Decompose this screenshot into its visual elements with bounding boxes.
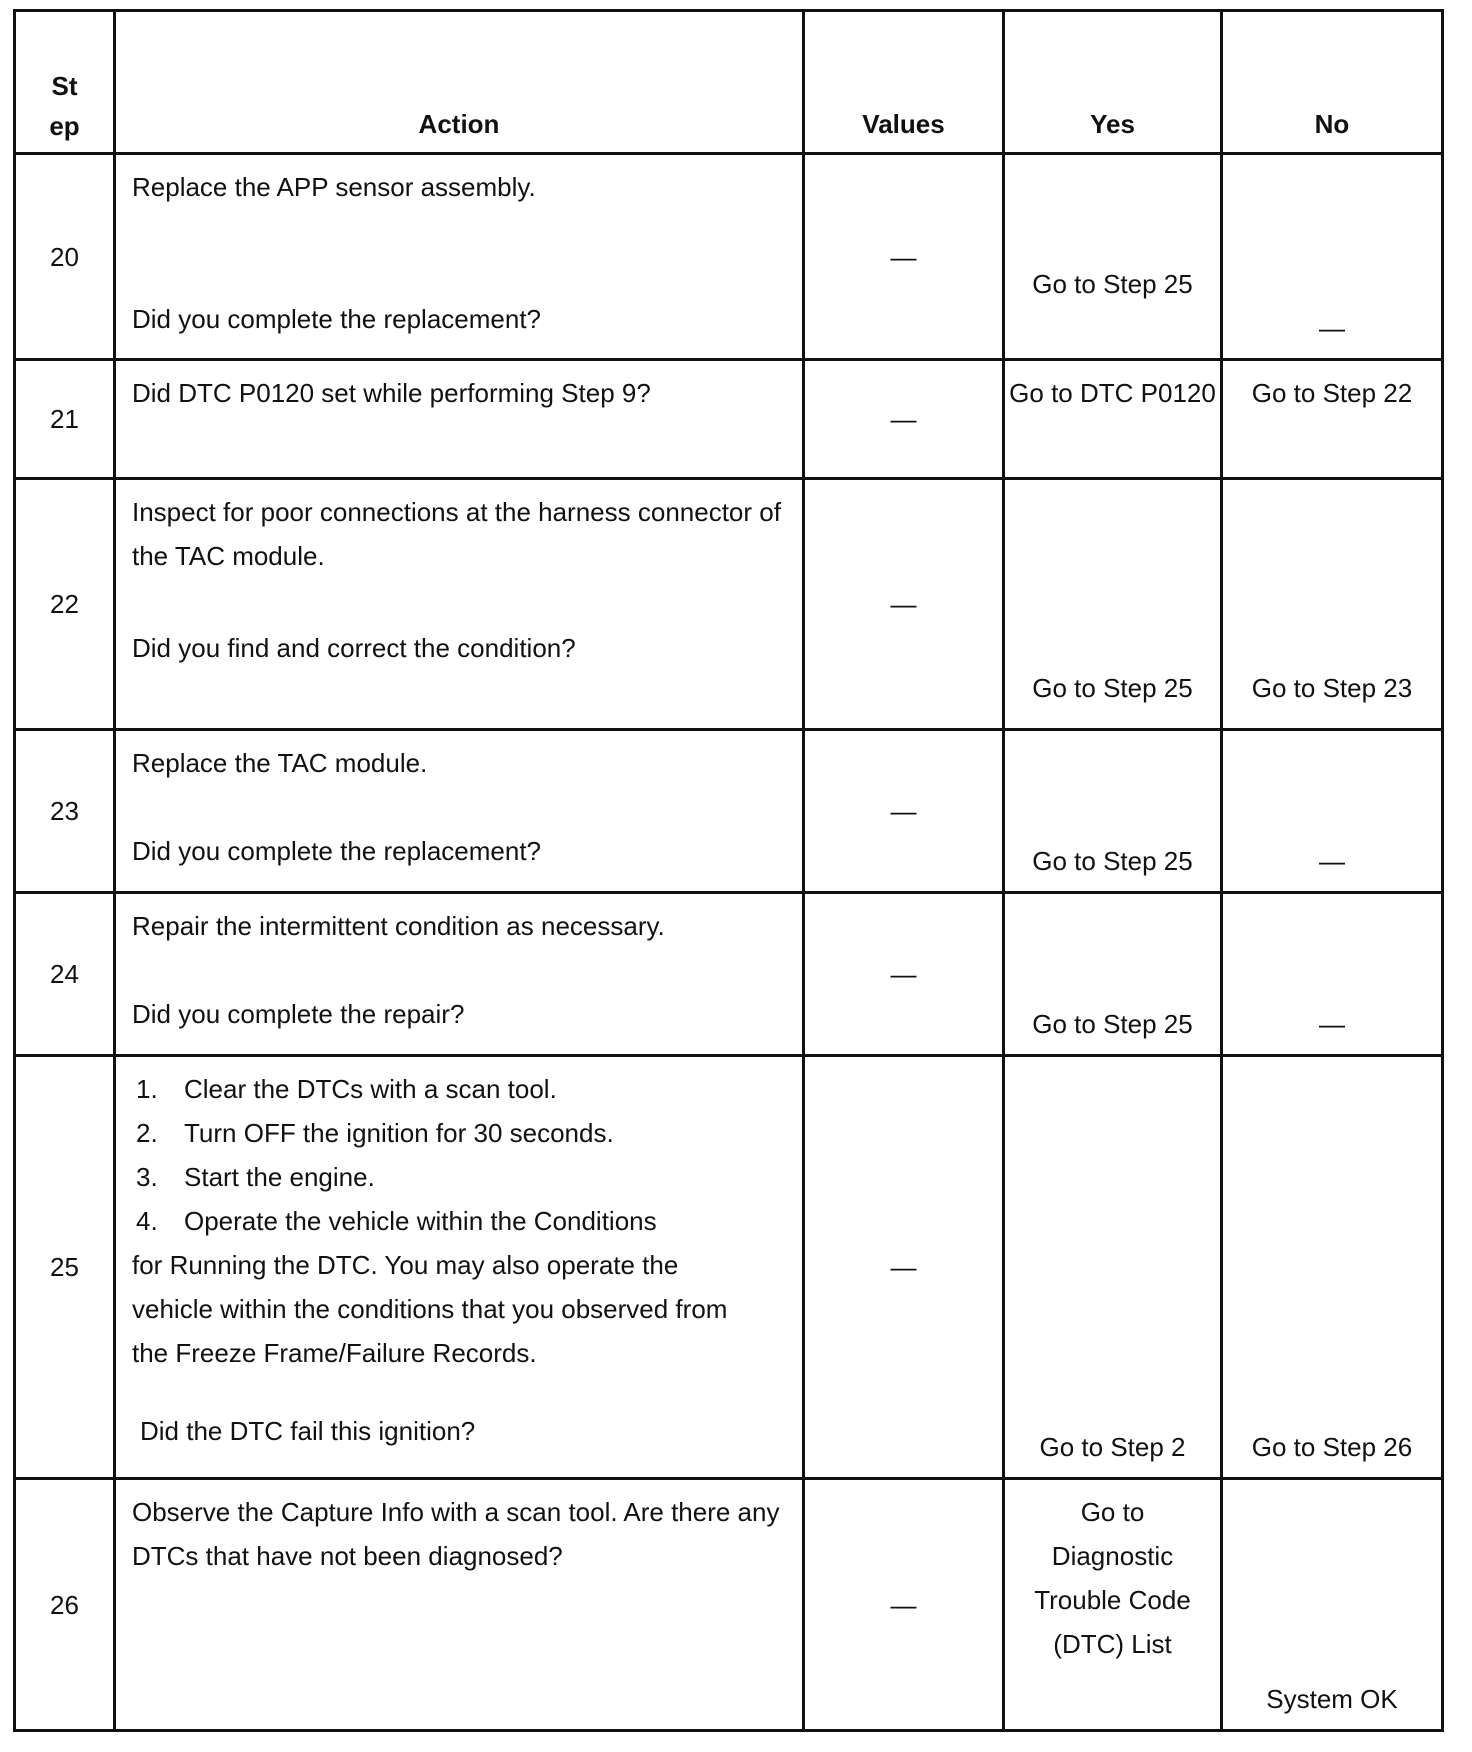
list-item: 2. Turn OFF the ignition for 30 seconds. xyxy=(136,1118,614,1148)
values-cell: — xyxy=(804,479,1004,730)
no-cell: — xyxy=(1222,730,1443,893)
step-number: 20 xyxy=(15,154,115,360)
action-text: Inspect for poor connections at the harness connector of the TAC module. xyxy=(132,497,781,571)
action-cell xyxy=(115,893,804,1056)
action-cell xyxy=(115,1479,804,1731)
yes-cell: Go to Diagnostic Trouble Code (DTC) List xyxy=(1004,1479,1222,1731)
no-cell: Go to Step 26 xyxy=(1222,1056,1443,1479)
no-cell: — xyxy=(1222,893,1443,1056)
values-cell: — xyxy=(804,360,1004,479)
values-cell: — xyxy=(804,730,1004,893)
yes-cell: Go to Step 25 xyxy=(1004,730,1222,893)
table-row xyxy=(15,1056,1443,1479)
step-number: 24 xyxy=(15,893,115,1056)
table-row xyxy=(15,730,1443,893)
table-row xyxy=(15,1479,1443,1731)
action-text: Replace the APP sensor assembly. xyxy=(132,172,536,202)
table-row xyxy=(15,893,1443,1056)
values-cell: — xyxy=(804,1479,1004,1731)
values-cell: — xyxy=(804,154,1004,360)
no-cell: Go to Step 22 xyxy=(1222,360,1443,479)
action-continuation: for Running the DTC. You may also operate the vehicle within the conditions that you observed from the Freeze Frame/Failure Records. xyxy=(132,1250,728,1368)
yes-cell: Go to Step 25 xyxy=(1004,479,1222,730)
action-question: Did you complete the replacement? xyxy=(132,304,542,334)
action-question: Did the DTC fail this ignition? xyxy=(140,1416,476,1446)
action-text: Observe the Capture Info with a scan tool. Are there any DTCs that have not been diagnosed? xyxy=(132,1497,780,1571)
action-question: Did you complete the replacement? xyxy=(132,836,542,866)
yes-cell: Go to DTC P0120 xyxy=(1004,360,1222,479)
step-number: 22 xyxy=(15,479,115,730)
action-text: Repair the intermittent condition as necessary. xyxy=(132,911,665,941)
no-cell: — xyxy=(1222,154,1443,360)
table-row xyxy=(15,360,1443,479)
step-number: 25 xyxy=(15,1056,115,1479)
action-text: Did DTC P0120 set while performing Step 9? xyxy=(132,378,651,408)
table-row xyxy=(15,154,1443,360)
action-question: Did you find and correct the condition? xyxy=(132,633,576,663)
no-cell: System OK xyxy=(1222,1479,1443,1731)
yes-cell: Go to Step 25 xyxy=(1004,154,1222,360)
action-cell xyxy=(115,360,804,479)
column-header-step: St ep xyxy=(15,11,115,154)
values-cell: — xyxy=(804,1056,1004,1479)
no-cell: Go to Step 23 xyxy=(1222,479,1443,730)
list-item: 3. Start the engine. xyxy=(136,1162,375,1192)
values-cell: — xyxy=(804,893,1004,1056)
diagnostic-table xyxy=(13,9,1444,1732)
column-header-values: Values xyxy=(804,11,1004,154)
yes-cell: Go to Step 25 xyxy=(1004,893,1222,1056)
action-cell xyxy=(115,730,804,893)
action-question: Did you complete the repair? xyxy=(132,999,465,1029)
column-header-yes: Yes xyxy=(1004,11,1222,154)
column-header-action: Action xyxy=(115,11,804,154)
step-number: 21 xyxy=(15,360,115,479)
action-cell xyxy=(115,479,804,730)
step-number: 23 xyxy=(15,730,115,893)
action-cell xyxy=(115,1056,804,1479)
action-cell xyxy=(115,154,804,360)
column-header-no: No xyxy=(1222,11,1443,154)
yes-cell: Go to Step 2 xyxy=(1004,1056,1222,1479)
header-row xyxy=(15,11,1443,154)
list-item: 4. Operate the vehicle within the Conditions xyxy=(136,1206,657,1236)
table-row xyxy=(15,479,1443,730)
action-text: Replace the TAC module. xyxy=(132,748,428,778)
step-number: 26 xyxy=(15,1479,115,1731)
list-item: 1. Clear the DTCs with a scan tool. xyxy=(136,1074,557,1104)
